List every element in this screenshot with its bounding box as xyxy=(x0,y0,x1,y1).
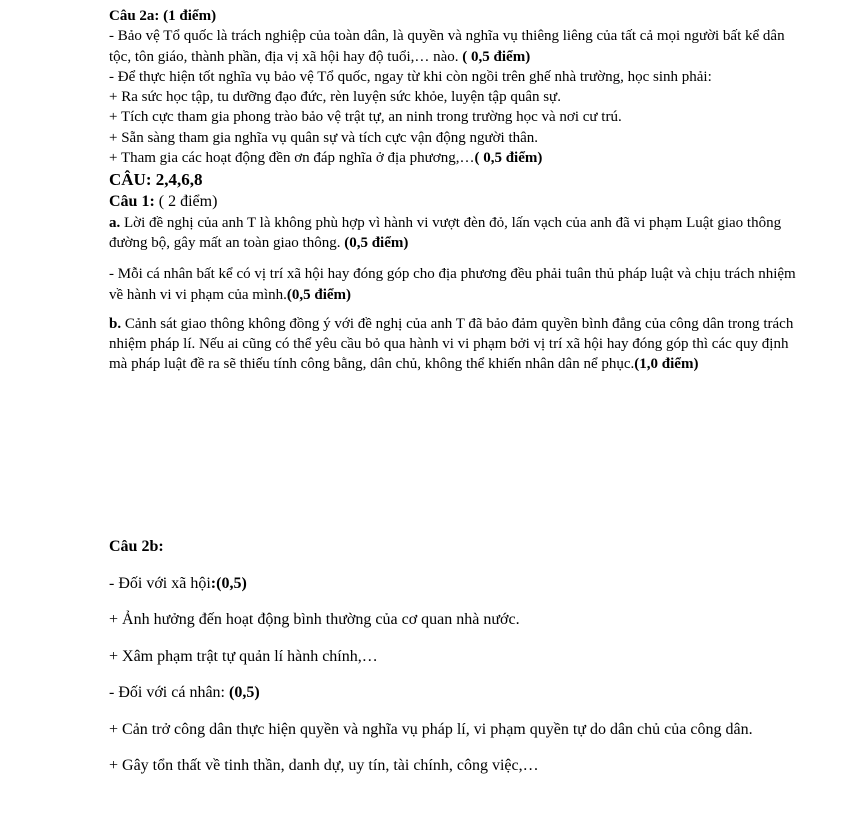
score-label: ( 0,5 điểm) xyxy=(458,48,531,65)
cau2a-paragraph-2: - Để thực hiện tốt nghĩa vụ bảo vệ Tổ quốc, ngay từ khi còn ngồi trên ghế nhà trường, học sinh phải: xyxy=(109,68,712,85)
answer-document xyxy=(109,6,809,774)
cau1-heading: Câu 1: ( 2 điểm) xyxy=(109,193,218,211)
cau2b-society: - Đối với xã hội:(0,5) xyxy=(109,574,247,592)
score-label: :(0,5) xyxy=(210,574,247,592)
cau2a-bullet-3: + Sẵn sàng tham gia nghĩa vụ quân sự và tích cực vận động người thân. xyxy=(109,129,539,146)
cau2a-bullet-2: + Tích cực tham gia phong trào bảo vệ trật tự, an ninh trong trường học và nơi cư trú. xyxy=(109,109,622,126)
score-label: ( 0,5 điểm) xyxy=(474,150,543,167)
upper-section xyxy=(109,6,809,375)
cau1-part-b: b. Cảnh sát giao thông không đồng ý với đề nghị của anh T đã bảo đảm quyền bình đẳng của công dân trong trách nhiệm pháp lí. Nếu ai cũng có thể yêu cầu bỏ qua hành vi vi phạm bởi vị trí xã hội hay đóng góp thì các quy định mà pháp luật đề ra sẽ thiếu tính công bằng, dân chủ, không thể khiến nhân dân nể phục.(1,0 điểm) xyxy=(109,315,794,373)
cau2b-society-bullet-2: + Xâm phạm trật tự quản lí hành chính,… xyxy=(109,647,378,665)
cau2b-individual: - Đối với cá nhân: (0,5) xyxy=(109,684,260,701)
cau2b-individual-bullet-2: + Gây tổn thất về tinh thần, danh dự, uy tín, tài chính, công việc,… xyxy=(109,757,539,774)
cau2a-bullet-1: + Ra sức học tập, tu dưỡng đạo đức, rèn luyện sức khỏe, luyện tập quân sự. xyxy=(109,89,561,106)
cau2b-individual-bullet-1: + Cản trở công dân thực hiện quyền và nghĩa vụ pháp lí, vi phạm quyền tự do dân chủ của công dân. xyxy=(109,720,753,738)
cau1-part-a: a. Lời đề nghị của anh T là không phù hợp vì hành vi vượt đèn đỏ, lấn vạch của anh đã vi phạm Luật giao thông đường bộ, gây mất an toàn giao thông. (0,5 điểm) xyxy=(109,214,782,251)
cau2a-bullet-4: + Tham gia các hoạt động đền ơn đáp nghĩa ở địa phương,…( 0,5 điểm) xyxy=(109,150,543,167)
cau1-part-a-2: - Mỗi cá nhân bất kể có vị trí xã hội hay đóng góp cho địa phương đều phải tuân thủ pháp luật và chịu trách nhiệm về hành vi vi phạm của mình.(0,5 điểm) xyxy=(109,266,796,303)
cau2a-paragraph-1: - Bảo vệ Tổ quốc là trách nghiệp của toàn dân, là quyền và nghĩa vụ thiêng liêng của tất cả mọi người bất kể dân tộc, tôn giáo, thành phần, địa vị xã hội hay độ tuổi,… nào. ( 0,5 điểm) xyxy=(109,28,785,65)
score-label: (0,5 điểm) xyxy=(340,234,409,251)
score-label: (0,5) xyxy=(228,684,260,701)
cau2b-heading: Câu 2b: xyxy=(109,538,164,555)
cau2a-heading: Câu 2a: (1 điểm) xyxy=(109,8,217,24)
cau2b-society-bullet-1: + Ảnh hưởng đến hoạt động bình thường của cơ quan nhà nước. xyxy=(109,611,520,628)
score-label: (1,0 điểm) xyxy=(634,356,699,373)
question-group-heading: CÂU: 2,4,6,8 xyxy=(109,170,203,190)
cau2b-section xyxy=(109,536,809,776)
score-label: (0,5 điểm) xyxy=(286,286,352,303)
